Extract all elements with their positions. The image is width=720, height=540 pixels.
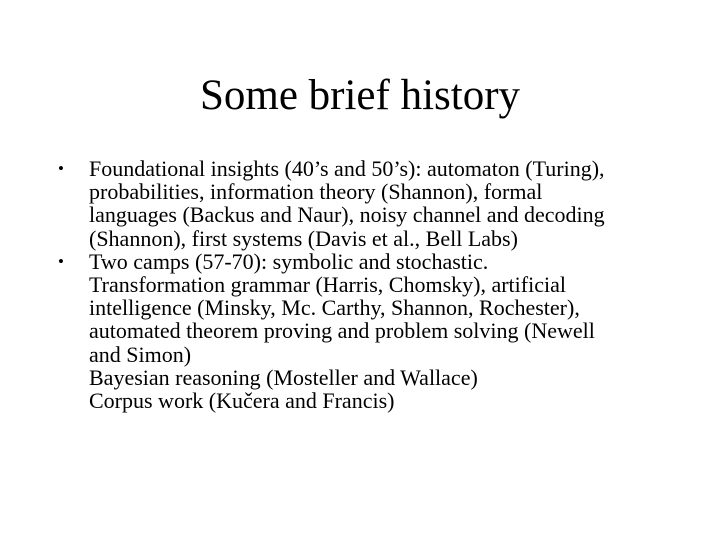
bullet-line: Two camps (57-70): symbolic and stochastic. xyxy=(89,248,489,274)
bullet-marker: • xyxy=(58,251,64,271)
bullet-line: Foundational insights (40’s and 50’s): automaton (Turing), xyxy=(89,156,605,181)
bullet-line: intelligence (Minsky, Mc. Carthy, Shannon, Rochester), xyxy=(89,295,580,321)
bullet-marker: • xyxy=(58,159,64,178)
bullet-line: (Shannon), first systems (Davis et al., Bell Labs) xyxy=(89,225,518,251)
bullet-item-two-camps xyxy=(58,250,698,412)
bullet-line: Transformation grammar (Harris, Chomsky), artificial xyxy=(89,272,566,298)
bullet-line: Bayesian reasoning (Mosteller and Wallace) xyxy=(89,364,478,390)
bullet-item-foundational-insights xyxy=(58,157,698,250)
bullet-line: Corpus work (Kučera and Francis) xyxy=(89,388,395,414)
bullet-line: probabilities, information theory (Shannon), formal xyxy=(89,179,543,205)
bullet-line: automated theorem proving and problem solving (Newell xyxy=(89,318,595,344)
bullet-line: languages (Backus and Naur), noisy channel and decoding xyxy=(89,202,605,228)
bullet-line: and Simon) xyxy=(89,341,192,367)
slide-title: Some brief history xyxy=(199,72,521,119)
bullet-list xyxy=(58,157,698,412)
